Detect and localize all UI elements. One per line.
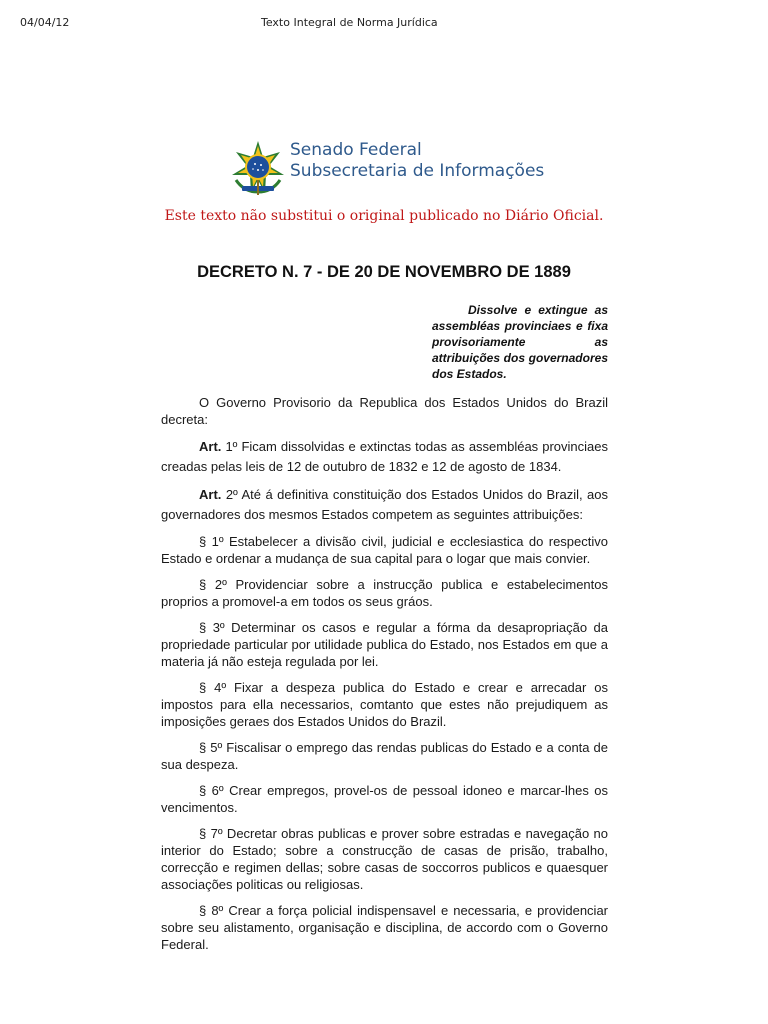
article-1 [161, 437, 608, 477]
print-title: Texto Integral de Norma Jurídica [261, 16, 438, 29]
paragraph-6: § 6º Crear empregos, provel-os de pessoal idoneo e marcar-lhes os vencimentos. [161, 783, 608, 815]
brazil-coat-of-arms-icon [230, 140, 286, 196]
decree-body [161, 394, 608, 962]
paragraph-7: § 7º Decretar obras publicas e prover sobre estradas e navegação no interior do Estado; sobre a construcção de casas de prisão, trabalho, correcção e regimen dellas; sobre casas de soccorros publicos e quaesquer associações politicas ou religiosas. [161, 826, 608, 892]
paragraph-8: § 8º Crear a força policial indispensavel e necessaria, e providenciar sobre seu alistamento, organisação e disciplina, de accordo com o Governo Federal. [161, 903, 608, 952]
paragraph-2: § 2º Providenciar sobre a instrucção publica e estabelecimentos proprios a promovel-a em todos os seus gráos. [161, 577, 608, 609]
paragraph-3: § 3º Determinar os casos e regular a fórma da desapropriação da propriedade particular por utilidade publica do Estado, nos Estados em que a materia já não esteja regulada por lei. [161, 620, 608, 669]
print-date: 04/04/12 [20, 16, 70, 29]
article-label: Art. [199, 487, 222, 502]
preamble: O Governo Provisorio da Republica dos Estados Unidos do Brazil decreta: [161, 395, 608, 427]
article-text: 2º Até á definitiva constituição dos Estados Unidos do Brazil, aos governadores dos mesmos Estados competem as seguintes attribuições: [161, 487, 608, 522]
disclaimer-notice: Este texto não substitui o original publicado no Diário Oficial. [164, 208, 604, 224]
decree-title: DECRETO N. 7 - DE 20 DE NOVEMBRO DE 1889 [197, 263, 571, 281]
article-2 [161, 485, 608, 525]
paragraph-4: § 4º Fixar a despeza publica do Estado e crear e arrecadar os impostos para ella necessarios, comtanto que estes não prejudiquem as imposições geraes dos Estados Unidos do Brazil. [161, 680, 608, 729]
paragraph-5: § 5º Fiscalisar o emprego das rendas publicas do Estado e a conta de sua despeza. [161, 740, 608, 772]
paragraph-1: § 1º Estabelecer a divisão civil, judicial e ecclesiastica do respectivo Estado e ordenar a mudança de sua capital para o logar que mais convier. [161, 534, 608, 566]
article-label: Art. [199, 439, 222, 454]
org-subtitle: Subsecretaria de Informações [290, 161, 545, 181]
org-name: Senado Federal [290, 140, 422, 160]
decree-ementa: Dissolve e extingue as assembléas provinciaes e fixa provisoriamente as attribuições dos governadores dos Estados. [432, 303, 608, 381]
senado-logo [230, 140, 570, 202]
article-text: 1º Ficam dissolvidas e extinctas todas as assembléas provinciaes creadas pelas leis de 12 de outubro de 1832 e 12 de agosto de 1834. [161, 439, 608, 474]
